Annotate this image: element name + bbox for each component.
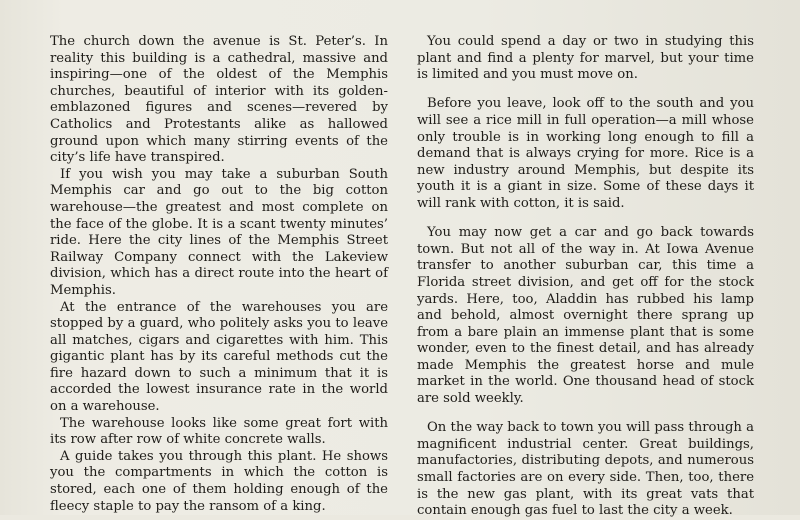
left-column xyxy=(50,34,388,515)
paragraph-industrial-center: On the way back to town you will pass through a magnificent industrial center. Great buildings, manufactories, distributing depots, and numerous small factories are on every side. Then, too, there is the new gas plant, with its great vats that contain enough gas fuel to last the city a week. xyxy=(417,420,754,519)
paragraph-st-peters: The church down the avenue is St. Peter’s. In reality this building is a cathedral, massive and inspiring—one of the oldest of the Memphis churches, beautiful of interior with its golden-emblazoned figures and scenes—revered by Catholics and Protestants alike as hallowed ground upon which many stirring events of the city’s life have transpired. xyxy=(50,34,388,166)
paragraph-warehouse-entrance: At the entrance of the warehouses you are stopped by a guard, who politely asks you to leave all matches, cigars and cigarettes with him. This gigantic plant has by its careful methods cut the fire hazard down to such a minimum that it is accorded the lowest insurance rate in the world on a warehouse. xyxy=(50,299,388,415)
right-column xyxy=(417,34,754,520)
paragraph-warehouse-fort: The warehouse looks like some great fort with its row after row of white concrete walls. xyxy=(50,415,388,448)
paragraph-guide: A guide takes you through this plant. He shows you the compartments in which the cotton is stored, each one of them holding enough of the fleecy staple to pay the ransom of a king. xyxy=(50,448,388,514)
paragraph-rice-mill: Before you leave, look off to the south and you will see a rice mill in full operation—a mill whose only trouble is in working long enough to fill a demand that is always crying for more. Rice is a new industry around Memphis, but despite its youth it is a giant in size. Some of these days it will rank with cotton, it is said. xyxy=(417,96,754,211)
paragraph-stock-yards: You may now get a car and go back towards town. But not all of the way in. At Iowa Avenue transfer to another suburban car, this time a Florida street division, and get off for the stock yards. Here, too, Aladdin has rubbed his lamp and behold, almost overnight there sprang up from a bare plain an immense plant that is some wonder, even to the finest detail, and has already made Memphis the greatest horse and mule market in the world. One thousand head of stock are sold weekly. xyxy=(417,225,754,407)
paragraph-plant-study: You could spend a day or two in studying this plant and find a plenty for marvel, but your time is limited and you must move on. xyxy=(417,34,754,83)
paragraph-cotton-warehouse-trip: If you wish you may take a suburban South Memphis car and go out to the big cotton warehouse—the greatest and most complete on the face of the globe. It is a scant twenty minutes’ ride. Here the city lines of the Memphis Street Railway Company connect with the Lakeview division, which has a direct route into the heart of Memphis. xyxy=(50,166,388,298)
